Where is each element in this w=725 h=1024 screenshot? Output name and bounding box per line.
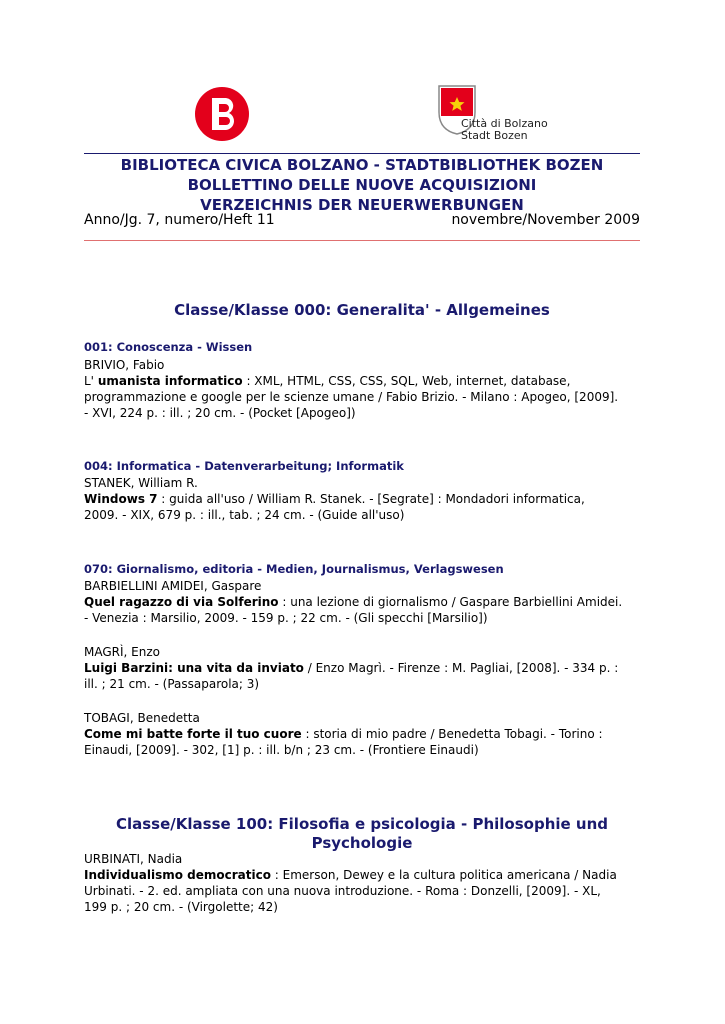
entry-text: programmazione e google per le scienze umane / Fabio Brizio. - Milano : Apogeo, [2009]. [84, 390, 619, 404]
section-heading-001: 001: Conoscenza - Wissen [84, 340, 253, 354]
entry-title: Come mi batte forte il tuo cuore [84, 727, 302, 741]
class-heading-line-1: Classe/Klasse 100: Filosofia e psicologia - Philosophie und [115, 815, 609, 833]
issue-date: novembre/November 2009 [451, 212, 640, 228]
entry-text: Einaudi, [2009]. - 302, [1] p. : ill. b/n ; 23 cm. - (Frontiere Einaudi) [84, 743, 479, 757]
entry-title: Individualismo democratico [84, 868, 271, 882]
entry-line [84, 867, 640, 883]
entry-title: Windows 7 [84, 492, 158, 506]
catalog-entry [84, 710, 640, 758]
entry-title: Quel ragazzo di via Solferino [84, 595, 279, 609]
class-heading-line-2: Psychologie [311, 834, 413, 852]
catalog-entry [84, 475, 640, 523]
section-heading-070: 070: Giornalismo, editoria - Medien, Journalismus, Verlagswesen [84, 562, 504, 576]
catalog-entry [84, 578, 640, 626]
masthead-line-2: BOLLETTINO DELLE NUOVE ACQUISIZIONI [187, 176, 537, 194]
entry-text: : XML, HTML, CSS, CSS, SQL, Web, internet, database, [242, 374, 571, 388]
masthead-line-3: VERZEICHNIS DER NEUERWERBUNGEN [200, 196, 524, 214]
entry-text: : storia di mio padre / Benedetta Tobagi. - Torino : [301, 727, 603, 741]
entry-author: BRIVIO, Fabio [84, 358, 165, 372]
top-divider [84, 153, 640, 154]
entry-line [84, 373, 640, 389]
entry-line [84, 726, 640, 742]
entry-author: MAGRÌ, Enzo [84, 645, 160, 659]
entry-text: ill. ; 21 cm. - (Passaparola; 3) [84, 677, 260, 691]
class-heading-000: Classe/Klasse 000: Generalita' - Allgemeines [174, 301, 550, 319]
entry-text: Urbinati. - 2. ed. ampliata con una nuova introduzione. - Roma : Donzelli, [2009]. - XL, [84, 884, 601, 898]
entry-text: - Venezia : Marsilio, 2009. - 159 p. ; 22 cm. - (Gli specchi [Marsilio]) [84, 611, 488, 625]
section-heading-004: 004: Informatica - Datenverarbeitung; Informatik [84, 459, 404, 473]
issue-number: Anno/Jg. 7, numero/Heft 11 [84, 212, 275, 228]
entry-line [84, 594, 640, 610]
bottom-divider [84, 240, 640, 241]
logo-row [84, 0, 640, 150]
bulletin-page [84, 0, 640, 914]
catalog-entry [84, 357, 640, 421]
class-heading-100 [84, 815, 640, 853]
entry-title: Luigi Barzini: una vita da inviato [84, 661, 304, 675]
city-line-2: Stadt Bozen [461, 129, 528, 142]
catalog-entry [84, 851, 640, 915]
entry-text: 199 p. ; 20 cm. - (Virgolette; 42) [84, 900, 278, 914]
entry-author: URBINATI, Nadia [84, 852, 183, 866]
masthead-line-1: BIBLIOTECA CIVICA BOLZANO - STADTBIBLIOTHEK BOZEN [120, 156, 604, 174]
entry-text: : una lezione di giornalismo / Gaspare Barbiellini Amidei. [278, 595, 623, 609]
entry-text: 2009. - XIX, 679 p. : ill., tab. ; 24 cm. - (Guide all'uso) [84, 508, 405, 522]
entry-author: BARBIELLINI AMIDEI, Gaspare [84, 579, 262, 593]
entry-line [84, 491, 640, 507]
entry-author: TOBAGI, Benedetta [84, 711, 200, 725]
entry-line [84, 660, 640, 676]
catalog-entry [84, 644, 640, 692]
city-line-1: Città di Bolzano [461, 117, 548, 130]
entry-text: - XVI, 224 p. : ill. ; 20 cm. - (Pocket [Apogeo]) [84, 406, 356, 420]
issue-line [84, 212, 640, 228]
masthead [84, 155, 640, 215]
entry-prefix: L' [84, 374, 98, 388]
entry-text: / Enzo Magrì. - Firenze : M. Pagliai, [2008]. - 334 p. : [303, 661, 619, 675]
entry-text: : guida all'uso / William R. Stanek. - [Segrate] : Mondadori informatica, [157, 492, 585, 506]
city-name-text [461, 118, 548, 142]
entry-author: STANEK, William R. [84, 476, 198, 490]
biblioteca-logo-icon [194, 86, 250, 142]
entry-text: : Emerson, Dewey e la cultura politica americana / Nadia [270, 868, 617, 882]
entry-title: umanista informatico [97, 374, 243, 388]
